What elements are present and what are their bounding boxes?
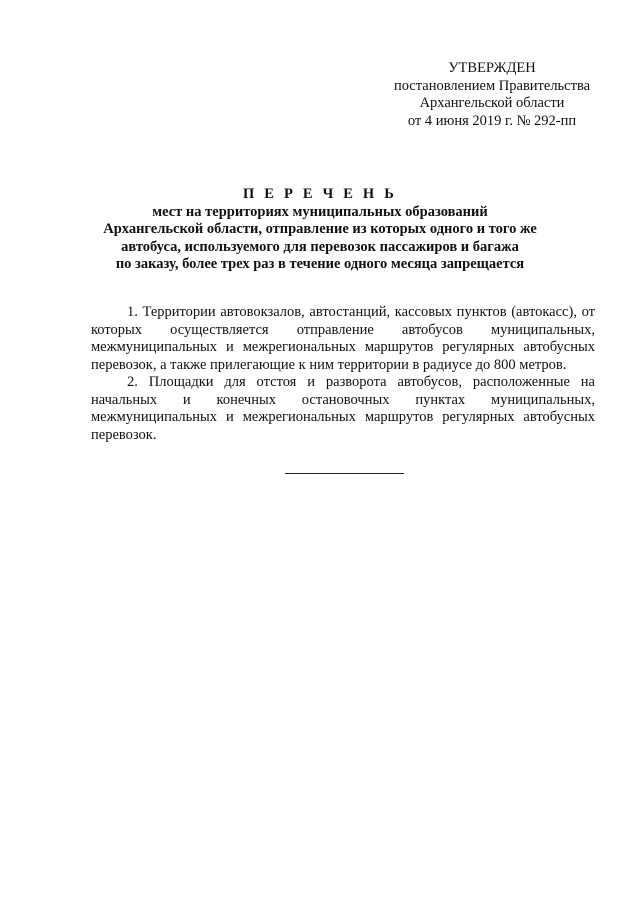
- document-body: [91, 304, 595, 444]
- document-title: [80, 186, 560, 274]
- title-line: Архангельской области, отправление из которых одного и того же: [103, 221, 537, 237]
- approval-line-region: Архангельской области: [419, 95, 565, 111]
- approval-line-resolution: постановлением Правительства: [393, 77, 591, 94]
- approval-stamp: [383, 60, 601, 130]
- approval-line-approved: УТВЕРЖДЕН: [448, 60, 536, 76]
- title-line: по заказу, более трех раз в течение одного месяца запрещается: [115, 256, 525, 272]
- list-item: 2. Площадки для отстоя и разворота автобусов, расположенные на начальных и конечных остановочных пунктах муниципальных, межмуниципальных и межрегиональных маршрутов регулярных автобусных перевозок.: [91, 374, 595, 443]
- approval-line-date: от 4 июня 2019 г. № 292-пп: [407, 112, 577, 129]
- title-line: мест на территориях муниципальных образований: [152, 203, 488, 220]
- list-item: 1. Территории автовокзалов, автостанций, кассовых пунктов (автокасс), от которых осуществляется отправление автобусов муниципальных, межмуниципальных и межрегиональных маршрутов регулярных автобусных перевозок, а также прилегающие к ним территории в радиусе до 800 метров.: [91, 304, 595, 373]
- title-heading: П Е Р Е Ч Е Н Ь: [242, 186, 398, 202]
- end-divider: [285, 473, 404, 474]
- title-line: автобуса, используемого для перевозок пассажиров и багажа: [121, 238, 519, 255]
